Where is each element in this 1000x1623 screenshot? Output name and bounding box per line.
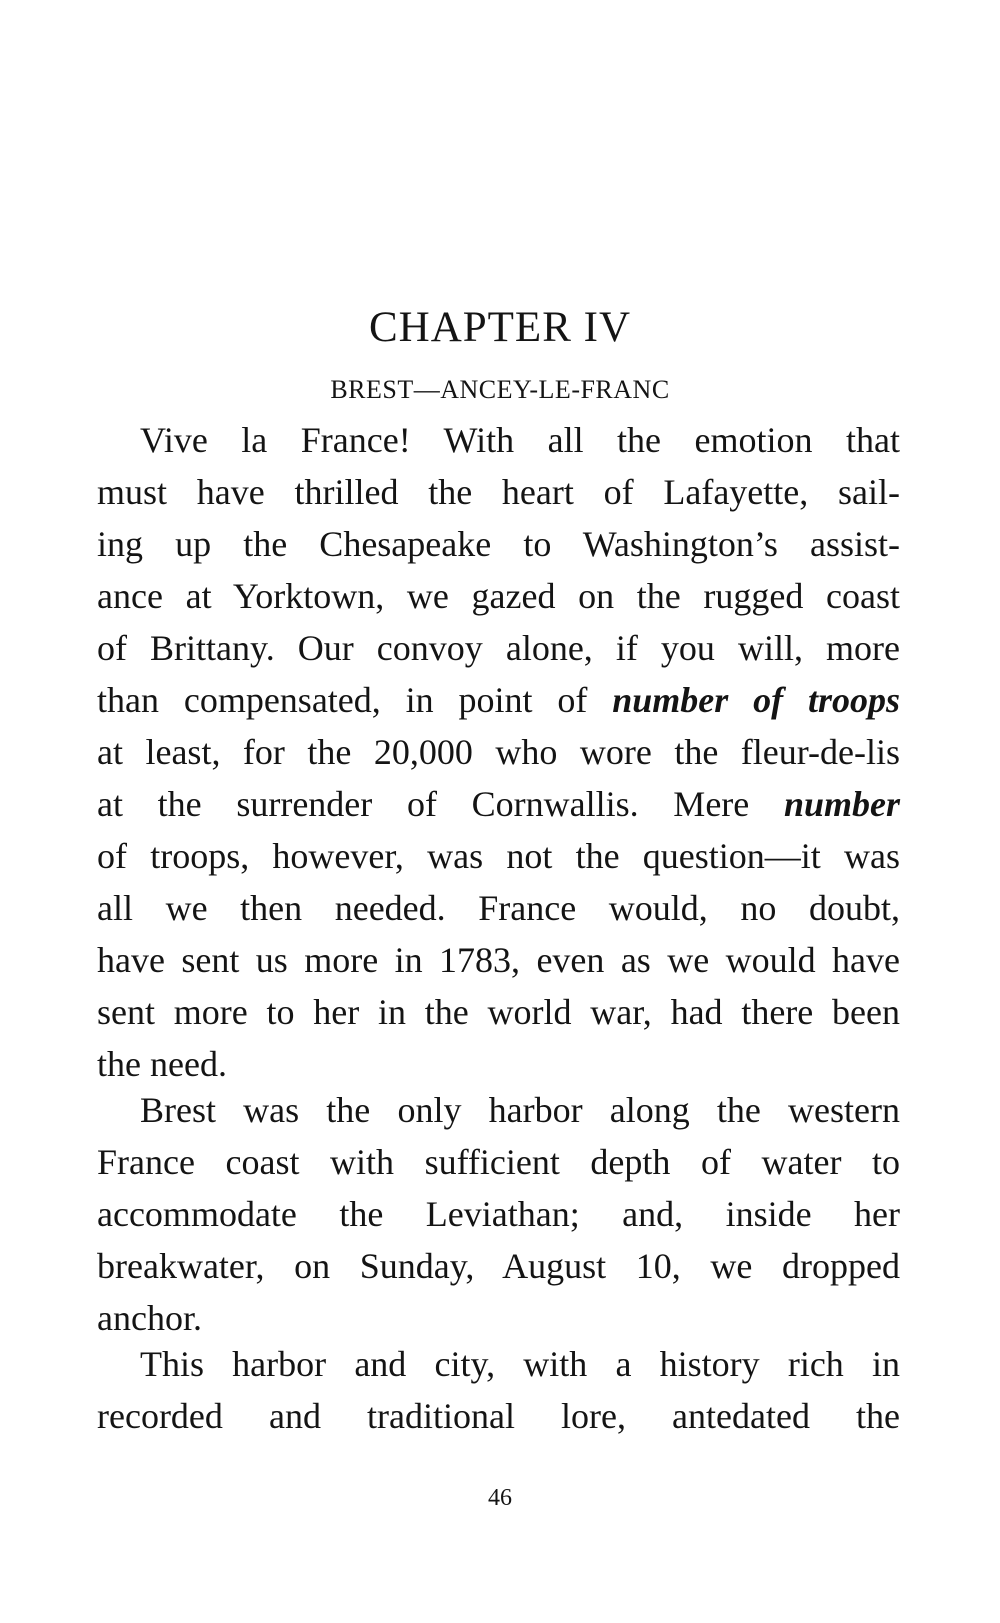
- text-line: Brest was the only harbor along the western: [140, 1090, 900, 1130]
- text-line: accommodate the Leviathan; and, inside her: [97, 1194, 900, 1234]
- text-line: sent more to her in the world war, had there been: [97, 992, 900, 1032]
- text-line: of troops, however, was not the question—it was: [97, 836, 900, 876]
- text-line: ance at Yorktown, we gazed on the rugged coast: [97, 576, 900, 616]
- text-line: all we then needed. France would, no doubt,: [97, 888, 900, 928]
- text-line: France coast with sufficient depth of water to: [97, 1142, 900, 1182]
- text-line: [97, 674, 900, 726]
- text-line: This harbor and city, with a history rich in: [140, 1344, 900, 1384]
- text-line: breakwater, on Sunday, August 10, we dropped: [97, 1246, 900, 1286]
- text-line: anchor.: [97, 1298, 202, 1338]
- text-line: [97, 778, 900, 830]
- emphasis-text: number of troops: [612, 680, 901, 720]
- text-line: Vive la France! With all the emotion that: [140, 420, 900, 460]
- chapter-title: CHAPTER IV: [368, 304, 632, 351]
- text-line: recorded and traditional lore, antedated the: [97, 1396, 900, 1436]
- text-line: have sent us more in 1783, even as we would have: [97, 940, 900, 980]
- text-segment: at the surrender of Cornwallis. Mere: [97, 784, 784, 824]
- text-line: at least, for the 20,000 who wore the fleur-de-lis: [97, 732, 900, 772]
- chapter-subtitle: BREST—ANCEY-LE-FRANC: [330, 375, 670, 404]
- text-segment: than compensated, in point of: [97, 680, 613, 720]
- text-line: must have thrilled the heart of Lafayette, sail-: [97, 472, 900, 512]
- emphasis-text: number: [783, 784, 900, 824]
- page-number: 46: [488, 1485, 512, 1511]
- text-line: of Brittany. Our convoy alone, if you will, more: [97, 628, 900, 668]
- text-line: ing up the Chesapeake to Washington’s assist-: [97, 524, 900, 564]
- text-line: the need.: [97, 1044, 227, 1084]
